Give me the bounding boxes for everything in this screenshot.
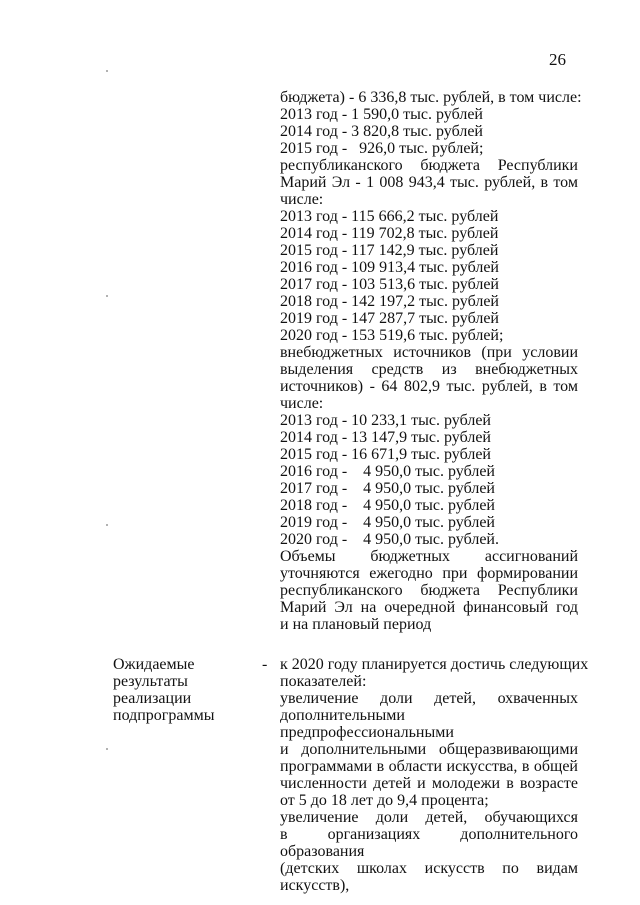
label-line: Ожидаемые [113, 656, 195, 673]
label-line: результаты [113, 673, 188, 690]
text-line: 2014 год - 119 702,8 тыс. рублей [280, 225, 499, 242]
text-line: от 5 до 18 лет до 9,4 процента; [280, 792, 489, 809]
text-line: (детских школах искусств по видам искусств), [280, 860, 578, 894]
text-line: выделения средств из внебюджетных [280, 361, 578, 378]
text-line: 2020 год - 4 950,0 тыс. рублей. [280, 531, 499, 548]
text-line: программами в области искусства, в общей [280, 758, 578, 775]
text-line: Объемы бюджетных ассигнований [280, 548, 578, 565]
section-label [113, 656, 243, 724]
text-line: 2016 год - 109 913,4 тыс. рублей [280, 259, 499, 276]
text-line: 2013 год - 10 233,1 тыс. рублей [280, 412, 491, 429]
text-line: дополнительными предпрофессиональными [280, 707, 454, 741]
text-line: 2014 год - 13 147,9 тыс. рублей [280, 429, 491, 446]
page-number: 26 [549, 50, 566, 69]
text-line: 2017 год - 4 950,0 тыс. рублей [280, 480, 495, 497]
text-line: 2014 год - 3 820,8 тыс. рублей [280, 123, 483, 140]
text-line: 2018 год - 142 197,2 тыс. рублей [280, 293, 499, 310]
text-line: бюджета) - 6 336,8 тыс. рублей, в том числе: [280, 89, 582, 106]
text-line: увеличение доли детей, обучающихся [280, 809, 578, 826]
text-line: 2018 год - 4 950,0 тыс. рублей [280, 497, 495, 514]
text-line: 2020 год - 153 519,6 тыс. рублей; [280, 327, 504, 344]
text-line: в организациях дополнительного образования [280, 826, 578, 860]
text-line: 2019 год - 147 287,7 тыс. рублей [280, 310, 499, 327]
text-line: 2019 год - 4 950,0 тыс. рублей [280, 514, 495, 531]
text-line: источников) - 64 802,9 тыс. рублей, в том [280, 378, 578, 395]
scan-mark [106, 524, 108, 526]
section-dash: - [262, 656, 268, 673]
scan-mark [106, 70, 108, 72]
budget-text-column [280, 89, 582, 633]
label-line: реализации [113, 690, 192, 707]
text-line: 2017 год - 103 513,6 тыс. рублей [280, 276, 499, 293]
text-line: числе: [280, 395, 324, 412]
text-line: республиканского бюджета Республики [280, 157, 578, 174]
text-line: 2013 год - 115 666,2 тыс. рублей [280, 208, 499, 225]
text-line: 2013 год - 1 590,0 тыс. рублей [280, 106, 483, 123]
section-body [280, 656, 589, 894]
text-line: числе: [280, 191, 324, 208]
text-line: численности детей и молодежи в возрасте [280, 775, 578, 792]
scan-mark [106, 748, 108, 750]
text-line: показателей: [280, 673, 367, 690]
text-line: и на плановый период [280, 616, 432, 633]
label-line: подпрограммы [113, 707, 215, 724]
text-line: 2015 год - 117 142,9 тыс. рублей [280, 242, 499, 259]
text-line: 2015 год - 16 671,9 тыс. рублей [280, 446, 491, 463]
text-line: республиканского бюджета Республики [280, 582, 578, 599]
text-line: увеличение доли детей, охваченных [280, 690, 578, 707]
scan-mark [106, 295, 108, 297]
text-line: внебюджетных источников (при условии [280, 344, 578, 361]
text-line: уточняются ежегодно при формировании [280, 565, 578, 582]
text-line: к 2020 году планируется достичь следующих [280, 656, 589, 673]
text-line: Марий Эл на очередной финансовый год [280, 599, 578, 616]
text-line: 2016 год - 4 950,0 тыс. рублей [280, 463, 495, 480]
text-line: 2015 год - 926,0 тыс. рублей; [280, 140, 484, 157]
text-line: Марий Эл - 1 008 943,4 тыс. рублей, в том [280, 174, 578, 191]
text-line: и дополнительными общеразвивающими [280, 741, 578, 758]
